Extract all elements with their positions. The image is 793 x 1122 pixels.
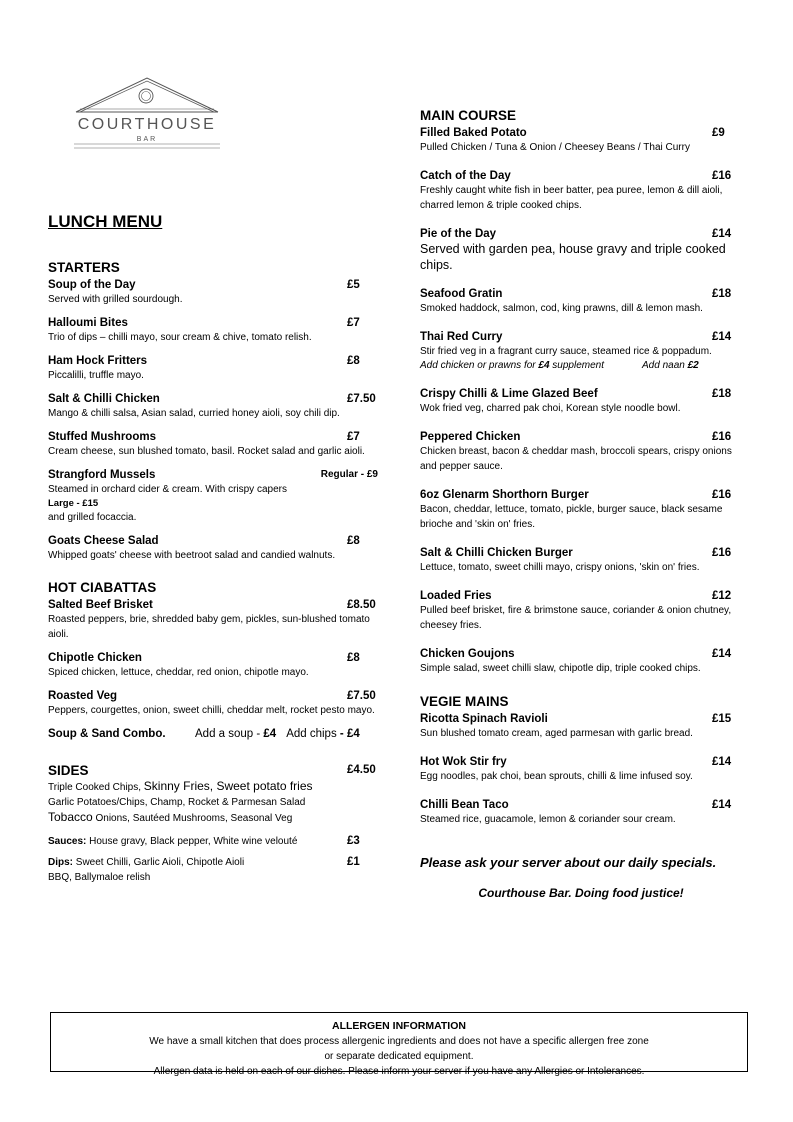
item-price: £18 — [712, 388, 732, 400]
item-price: £16 — [712, 431, 732, 443]
combo-chips: Add chips — [286, 728, 337, 740]
left-column — [48, 212, 378, 885]
item-price: £5 — [347, 279, 360, 291]
specials-note: Please ask your server about our daily specials. — [420, 855, 717, 870]
menu-item-stuffed-mushrooms — [48, 430, 378, 459]
item-name: Goats Cheese Salad — [48, 535, 159, 547]
item-desc: Piccalilli, truffle mayo. — [48, 370, 144, 381]
note-price: £2 — [687, 360, 699, 371]
sauces-label: Sauces: — [48, 836, 87, 847]
item-desc: Simple salad, sweet chilli slaw, chipotle dip, triple cooked chips. — [420, 663, 701, 674]
combo-soup: Add a soup - — [195, 728, 264, 740]
item-desc: Sun blushed tomato cream, aged parmesan with garlic bread. — [420, 728, 693, 739]
combo-soup-price: £4 — [263, 728, 277, 740]
item-name: Ham Hock Fritters — [48, 355, 148, 367]
menu-item-loaded-fries — [420, 589, 742, 633]
item-price: £14 — [712, 648, 732, 660]
item-desc: Lettuce, tomato, sweet chilli mayo, crispy onions, 'skin on' fries. — [420, 562, 700, 573]
dips-line — [48, 855, 378, 870]
starters-list — [48, 278, 378, 459]
sides-text: Onions, Sautéed Mushrooms, Seasonal Veg — [92, 813, 293, 824]
item-price: £8 — [347, 652, 360, 664]
item-price: £18 — [712, 288, 732, 300]
item-price-regular: Regular - £9 — [320, 469, 378, 480]
item-price: £14 — [712, 756, 732, 768]
allergen-line-1: We have a small kitchen that does process allergenic ingredients and does not have a specific allergen free zone — [149, 1036, 649, 1047]
dips-text: Sweet Chilli, Garlic Aioli, Chipotle Aioli — [73, 857, 245, 868]
item-name: Salt & Chilli Chicken Burger — [420, 547, 573, 559]
item-desc: and grilled focaccia. — [48, 512, 137, 523]
item-name: Chicken Goujons — [420, 648, 515, 660]
item-price: £16 — [712, 489, 732, 501]
sides-text: Triple Cooked Chips, — [48, 782, 144, 793]
sauces-text: House gravy, Black pepper, White wine velouté — [86, 836, 298, 847]
sides-text: Tobacco — [48, 810, 93, 824]
item-price: £8.50 — [347, 599, 376, 611]
menu-item-halloumi-bites — [48, 316, 378, 345]
item-name: Filled Baked Potato — [420, 127, 527, 139]
item-name: Pie of the Day — [420, 228, 497, 240]
item-name: Hot Wok Stir fry — [420, 756, 507, 768]
item-price: £12 — [712, 590, 732, 602]
item-desc: Mango & chilli salsa, Asian salad, curried honey aioli, soy chili dip. — [48, 408, 340, 419]
menu-item-filled-baked-potato — [420, 126, 742, 155]
menu-item-6oz-glenarm-shorthorn-burger — [420, 488, 742, 532]
courthouse-logo — [74, 76, 220, 154]
item-name: Seafood Gratin — [420, 288, 503, 300]
vegie-list — [420, 712, 742, 827]
main-list — [420, 126, 742, 676]
item-desc: Spiced chicken, lettuce, cheddar, red onion, chipotle mayo. — [48, 667, 309, 678]
menu-item-ricotta-spinach-ravioli — [420, 712, 742, 741]
sauces-line — [48, 834, 378, 849]
menu-item-salted-beef-brisket — [48, 598, 378, 642]
sauces-price — [347, 834, 378, 849]
item-price: £8 — [347, 535, 360, 547]
allergen-box — [50, 1012, 748, 1077]
price-text: £3 — [347, 835, 360, 847]
sides-price: £4.50 — [347, 764, 376, 776]
menu-item-chipotle-chicken — [48, 651, 378, 680]
sides-line-2: Garlic Potatoes/Chips, Champ, Rocket & Parmesan Salad — [48, 797, 306, 808]
section-vegie-mains: VEGIE MAINS — [420, 694, 509, 709]
item-price: £16 — [712, 170, 732, 182]
item-desc: Chicken breast, bacon & cheddar mash, broccoli spears, crispy onions and pepper sauce. — [420, 446, 732, 472]
item-price: £7.50 — [347, 690, 376, 702]
allergen-title: ALLERGEN INFORMATION — [332, 1020, 466, 1032]
item-price: £7 — [347, 317, 360, 329]
combo-line — [48, 727, 378, 741]
item-price: £16 — [712, 547, 732, 559]
menu-item-crispy-chilli-lime-glazed-beef — [420, 387, 742, 416]
menu-item-roasted-veg — [48, 689, 378, 718]
item-price-large: Large - £15 — [48, 498, 99, 509]
item-name: Halloumi Bites — [48, 317, 128, 329]
dips-line-2: BBQ, Ballymaloe relish — [48, 872, 151, 883]
item-name: 6oz Glenarm Shorthorn Burger — [420, 489, 589, 501]
item-name: Chilli Bean Taco — [420, 799, 509, 811]
sides-line-3 — [48, 810, 378, 826]
note-text: Add naan — [642, 360, 688, 371]
item-price: £14 — [712, 331, 732, 343]
item-name: Chipotle Chicken — [48, 652, 142, 664]
item-desc: Egg noodles, pak choi, bean sprouts, chilli & lime infused soy. — [420, 771, 693, 782]
allergen-line-2: or separate dedicated equipment. — [324, 1051, 474, 1062]
item-price: £14 — [712, 799, 732, 811]
item-name: Salt & Chilli Chicken — [48, 393, 160, 405]
menu-item-chicken-goujons — [420, 647, 742, 676]
item-desc: Cream cheese, sun blushed tomato, basil. Rocket salad and garlic aioli. — [48, 446, 365, 457]
menu-item-mussels — [48, 468, 378, 525]
combo-name: Soup & Sand Combo. — [48, 728, 166, 740]
sides-text: Skinny Fries, Sweet potato fries — [143, 779, 313, 793]
item-name: Soup of the Day — [48, 279, 136, 291]
dips-label: Dips: — [48, 857, 73, 868]
item-desc: Steamed rice, guacamole, lemon & coriander sour cream. — [420, 814, 676, 825]
item-price: £14 — [712, 228, 732, 240]
item-name: Stuffed Mushrooms — [48, 431, 156, 443]
tagline: Courthouse Bar. Doing food justice! — [478, 886, 684, 900]
item-desc: Steamed in orchard cider & cream. With crispy capers — [48, 484, 287, 495]
item-price: £9 — [712, 127, 725, 139]
item-price: £7.50 — [347, 393, 376, 405]
sides-header — [48, 763, 378, 779]
note-text: Add chicken or prawns for — [420, 360, 539, 371]
section-starters: STARTERS — [48, 260, 120, 275]
dips-price — [347, 855, 378, 870]
sides-line-1 — [48, 779, 378, 795]
note-text: supplement — [549, 360, 604, 371]
item-desc: Freshly caught white fish in beer batter, pea puree, lemon & dill aioli, charred lemon & triple cooked chips. — [420, 185, 723, 211]
item-price: £7 — [347, 431, 360, 443]
item-desc: Stir fried veg in a fragrant curry sauce, steamed rice & poppadum. — [420, 346, 712, 357]
menu-item-goats-cheese — [48, 534, 378, 563]
section-ciabattas: HOT CIABATTAS — [48, 580, 157, 595]
item-price: £15 — [712, 713, 732, 725]
menu-item-catch-of-the-day — [420, 169, 742, 213]
ciabatta-list — [48, 598, 378, 718]
logo-name: COURTHOUSE — [77, 116, 217, 133]
menu-item-salt-chilli-chicken — [48, 392, 378, 421]
item-desc: Wok fried veg, charred pak choi, Korean style noodle bowl. — [420, 403, 681, 414]
item-name: Strangford Mussels — [48, 469, 156, 481]
curry-supplement-note — [420, 359, 742, 373]
menu-item-salt-chilli-chicken-burger — [420, 546, 742, 575]
item-name: Catch of the Day — [420, 170, 511, 182]
item-name: Loaded Fries — [420, 590, 492, 602]
item-desc: Served with garden pea, house gravy and triple cooked chips. — [420, 242, 726, 272]
item-desc: Bacon, cheddar, lettuce, tomato, pickle, burger sauce, black sesame brioche and 'skin on' fries. — [420, 504, 723, 530]
menu-item-peppered-chicken — [420, 430, 742, 474]
item-desc: Pulled Chicken / Tuna & Onion / Cheesey Beans / Thai Curry — [420, 142, 690, 153]
item-desc: Pulled beef brisket, fire & brimstone sauce, coriander & onion chutney, cheesey fries. — [420, 605, 732, 631]
item-name: Salted Beef Brisket — [48, 599, 153, 611]
item-desc: Whipped goats' cheese with beetroot salad and candied walnuts. — [48, 550, 336, 561]
menu-item-hot-wok-stir-fry — [420, 755, 742, 784]
item-desc: Peppers, courgettes, onion, sweet chilli, cheddar melt, rocket pesto mayo. — [48, 705, 375, 716]
menu-item-pie-of-the-day — [420, 227, 742, 273]
menu-item-chilli-bean-taco — [420, 798, 742, 827]
price-text: £1 — [347, 856, 360, 868]
item-name: Crispy Chilli & Lime Glazed Beef — [420, 388, 598, 400]
menu-item-soup-of-the-day — [48, 278, 378, 307]
menu-title: LUNCH MENU — [48, 212, 163, 231]
item-price: £8 — [347, 355, 360, 367]
item-desc: Roasted peppers, brie, shredded baby gem, pickles, sun-blushed tomato aioli. — [48, 614, 370, 640]
right-column — [420, 108, 742, 900]
logo-sub: BAR — [136, 136, 158, 143]
note-price: £4 — [538, 360, 550, 371]
combo-chips-price: - £4 — [336, 728, 360, 740]
section-sides: SIDES — [48, 763, 89, 778]
item-name: Ricotta Spinach Ravioli — [420, 713, 548, 725]
item-desc: Served with grilled sourdough. — [48, 294, 183, 305]
item-desc: Trio of dips – chilli mayo, sour cream & chive, tomato relish. — [48, 332, 312, 343]
item-desc: Smoked haddock, salmon, cod, king prawns, dill & lemon mash. — [420, 303, 703, 314]
item-name: Thai Red Curry — [420, 331, 503, 343]
allergen-line-3: Allergen data is held on each of our dishes. Please inform your server if you have any Allergies or Intolerances. — [153, 1066, 645, 1077]
menu-item-ham-hock-fritters — [48, 354, 378, 383]
item-name: Roasted Veg — [48, 690, 118, 702]
item-name: Peppered Chicken — [420, 431, 521, 443]
menu-item-thai-red-curry — [420, 330, 742, 373]
section-main-course: MAIN COURSE — [420, 108, 517, 123]
menu-item-seafood-gratin — [420, 287, 742, 316]
